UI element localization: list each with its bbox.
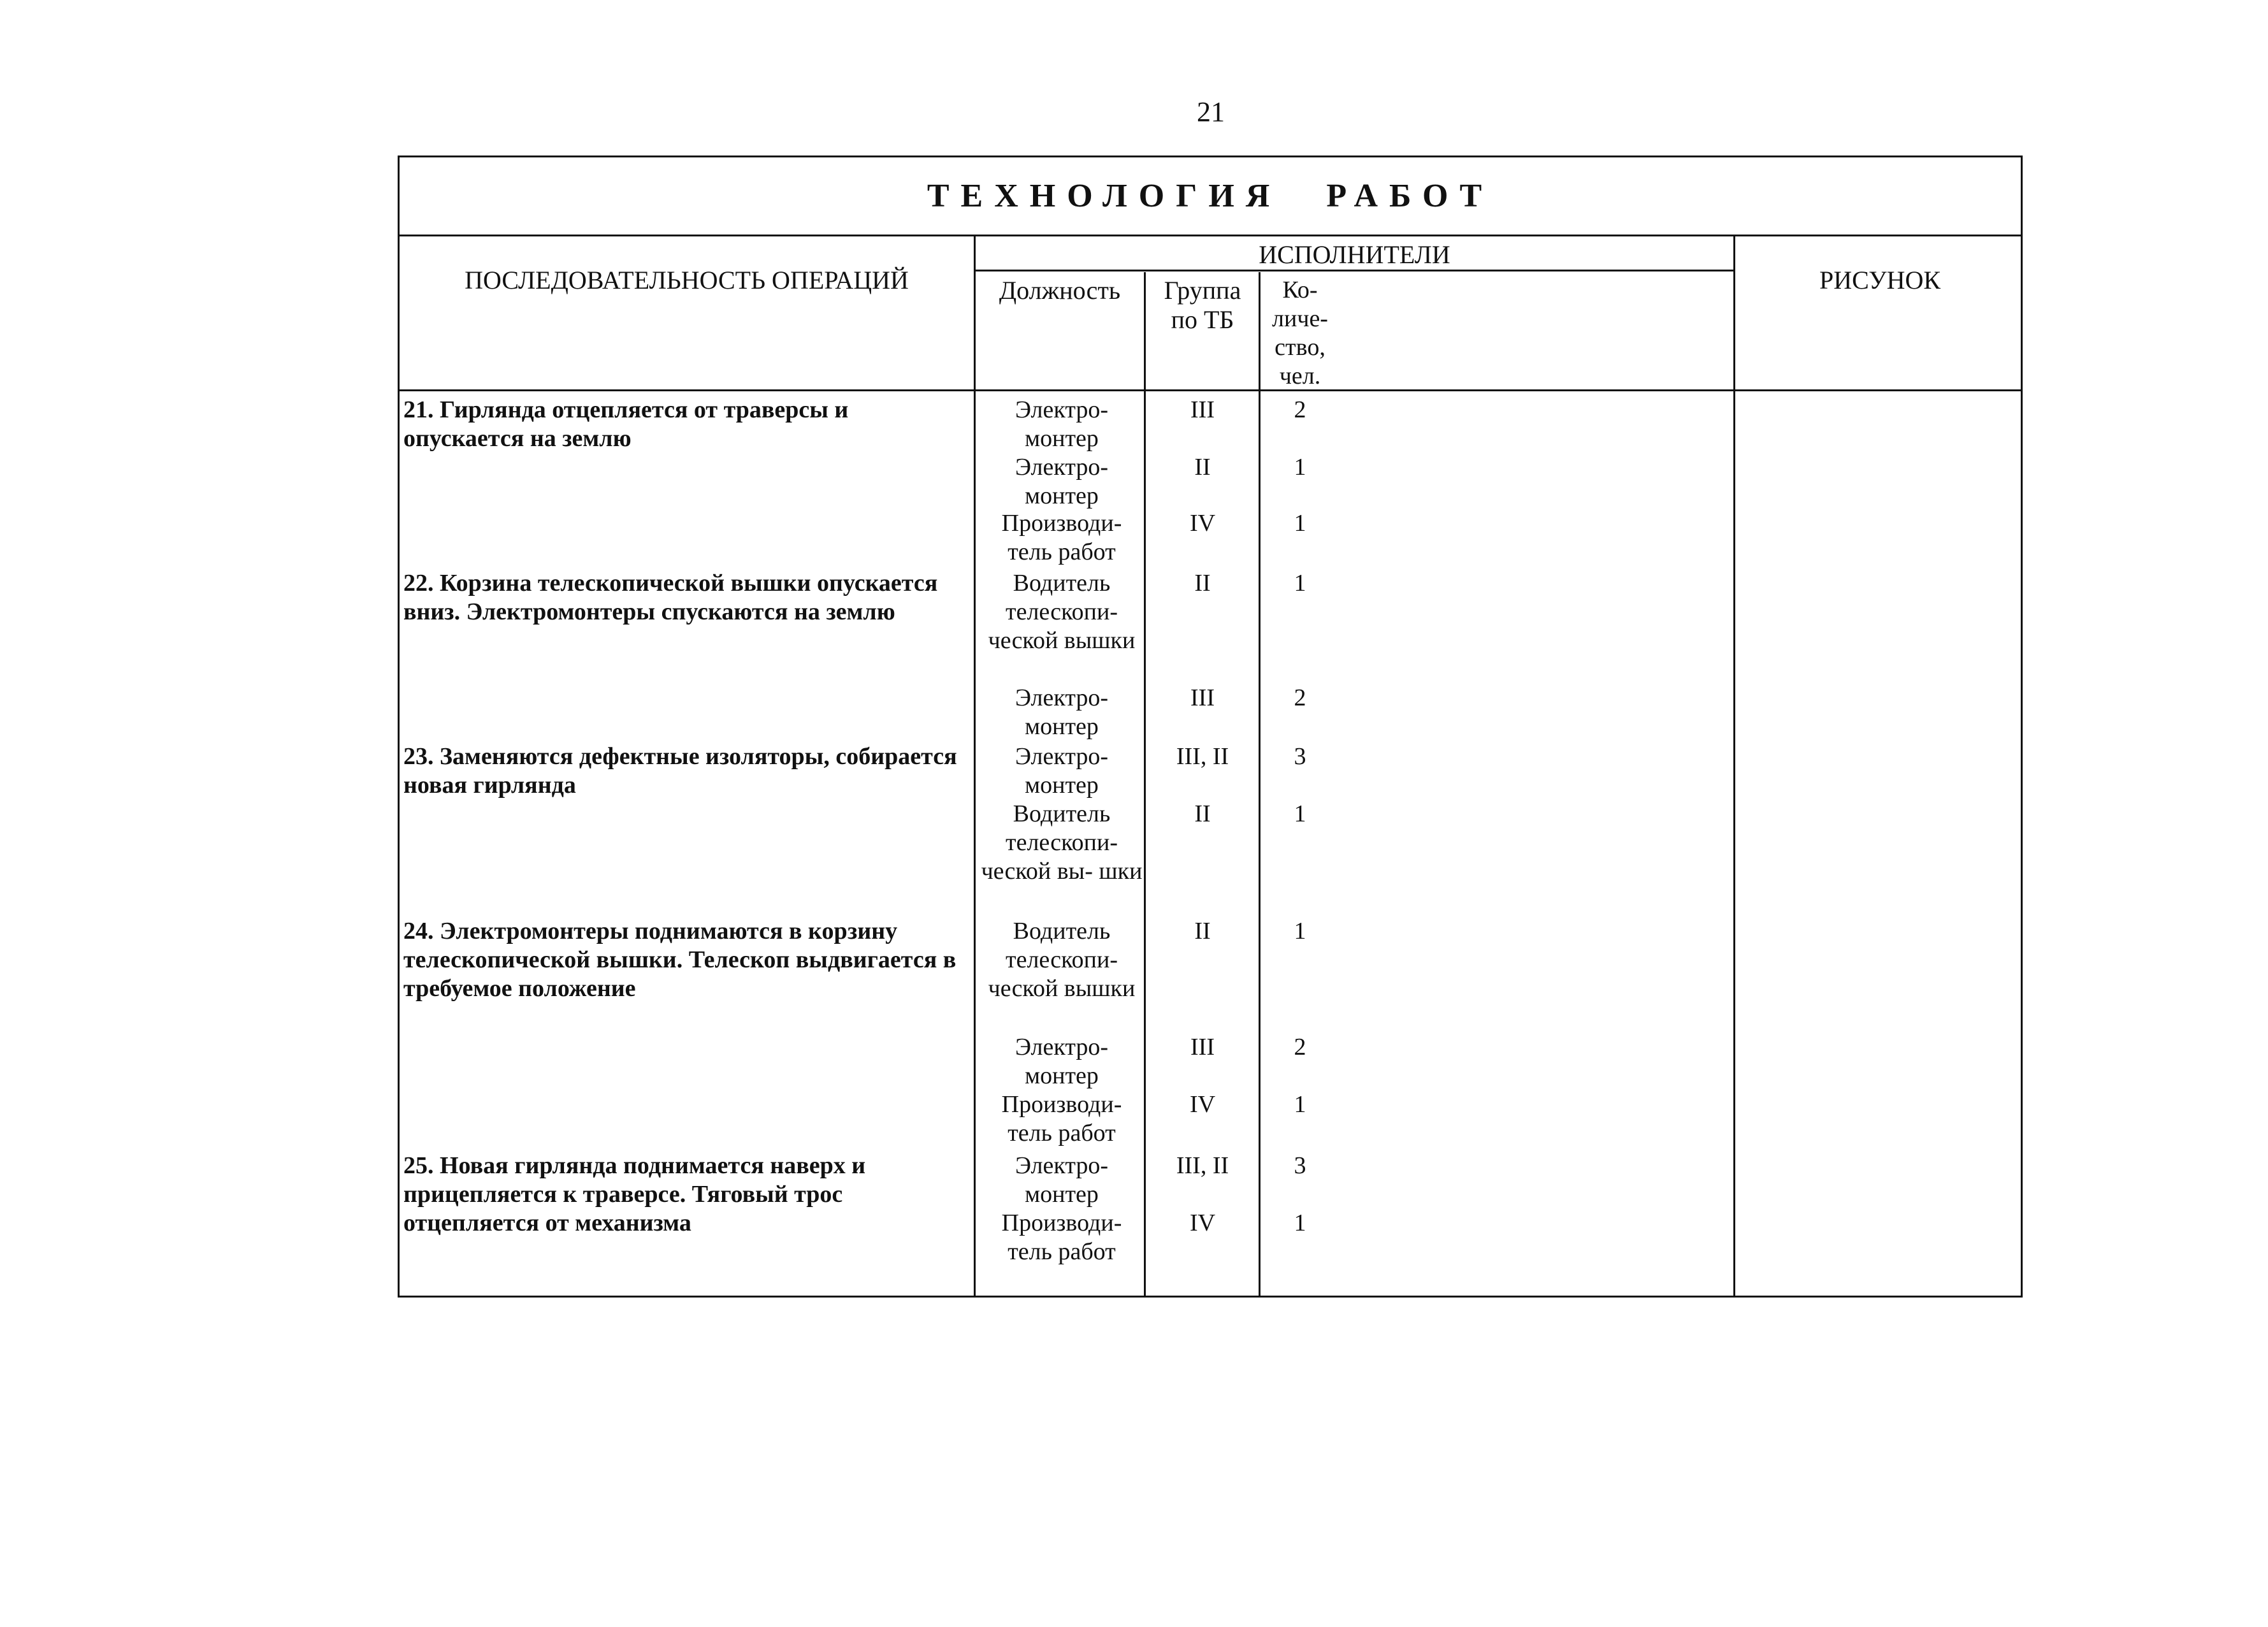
performer-group: II — [1194, 454, 1211, 481]
operation-item: 22. Корзина телескопической вышки опускается вниз. Электромонтеры спускаются на землю — [403, 570, 938, 625]
performer-quantity: 2 — [1294, 396, 1306, 423]
performer-quantity: 1 — [1294, 570, 1306, 597]
performer-position: Электро- монтер — [1015, 396, 1109, 452]
performer-position: Производи- тель работ — [1001, 1091, 1122, 1146]
performer-group: III, II — [1176, 1152, 1229, 1179]
performer-position: Электро- монтер — [1015, 454, 1109, 509]
performer-group: II — [1194, 800, 1211, 827]
performer-quantity: 1 — [1294, 1210, 1306, 1236]
divider-operations — [974, 236, 976, 1296]
performer-group: II — [1194, 570, 1211, 597]
performer-position: Электро- монтер — [1015, 1034, 1109, 1089]
performer-position: Водитель телескопи- ческой вышки — [988, 570, 1136, 654]
performer-quantity: 3 — [1294, 743, 1306, 770]
header-operations: ПОСЛЕДОВАТЕЛЬНОСТЬ ОПЕРАЦИЙ — [465, 266, 909, 294]
table-title-band — [400, 157, 2021, 236]
header-group: Группа по ТБ — [1164, 276, 1241, 334]
performer-quantity: 1 — [1294, 1091, 1306, 1118]
operation-item: 24. Электромонтеры поднимаются в корзину телескопической вышки. Телескоп выдвигается в требуемое положение — [403, 918, 957, 1002]
performer-position: Электро- монтер — [1015, 684, 1109, 740]
divider-figure — [1733, 236, 1735, 1296]
performer-group: III — [1190, 1034, 1215, 1060]
table-title: ТЕХНОЛОГИЯ РАБОТ — [927, 178, 1494, 214]
performer-group: IV — [1189, 1091, 1216, 1118]
performer-quantity: 2 — [1294, 684, 1306, 711]
performer-quantity: 1 — [1294, 800, 1306, 827]
header-figure: РИСУНОК — [1819, 266, 1941, 294]
performer-position: Электро- монтер — [1015, 1152, 1109, 1208]
performer-group: IV — [1189, 510, 1216, 537]
performer-quantity: 1 — [1294, 510, 1306, 537]
performer-quantity: 1 — [1294, 454, 1306, 481]
divider-performers — [974, 270, 1735, 271]
performer-quantity: 1 — [1294, 918, 1306, 944]
technology-table — [398, 155, 2023, 1298]
performer-position: Водитель телескопи- ческой вы- шки — [981, 800, 1143, 885]
performer-group: III — [1190, 396, 1215, 423]
performer-position: Производи- тель работ — [1001, 1210, 1122, 1265]
header-quantity: Ко- личе- ство, чел. — [1272, 277, 1328, 389]
performer-position: Электро- монтер — [1015, 743, 1109, 799]
performer-quantity: 2 — [1294, 1034, 1306, 1060]
performer-group: IV — [1189, 1210, 1216, 1236]
page-number: 21 — [1197, 96, 1225, 127]
header-performers: ИСПОЛНИТЕЛИ — [1259, 240, 1450, 269]
header-position: Должность — [999, 276, 1121, 305]
performer-group: III, II — [1176, 743, 1229, 770]
performer-group: III — [1190, 684, 1215, 711]
performer-quantity: 3 — [1294, 1152, 1306, 1179]
divider-group — [1259, 272, 1260, 1296]
operation-item: 25. Новая гирлянда поднимается наверх и прицепляется к траверсе. Тяговый трос отцепляется от механизма — [403, 1152, 866, 1236]
operation-item: 21. Гирлянда отцепляется от траверсы и опускается на землю — [403, 396, 849, 452]
operation-item: 23. Заменяются дефектные изоляторы, собирается новая гирлянда — [403, 743, 957, 799]
performer-position: Производи- тель работ — [1001, 510, 1122, 565]
performer-position: Водитель телескопи- ческой вышки — [988, 918, 1136, 1002]
performer-group: II — [1194, 918, 1211, 944]
divider-header — [400, 389, 2021, 391]
